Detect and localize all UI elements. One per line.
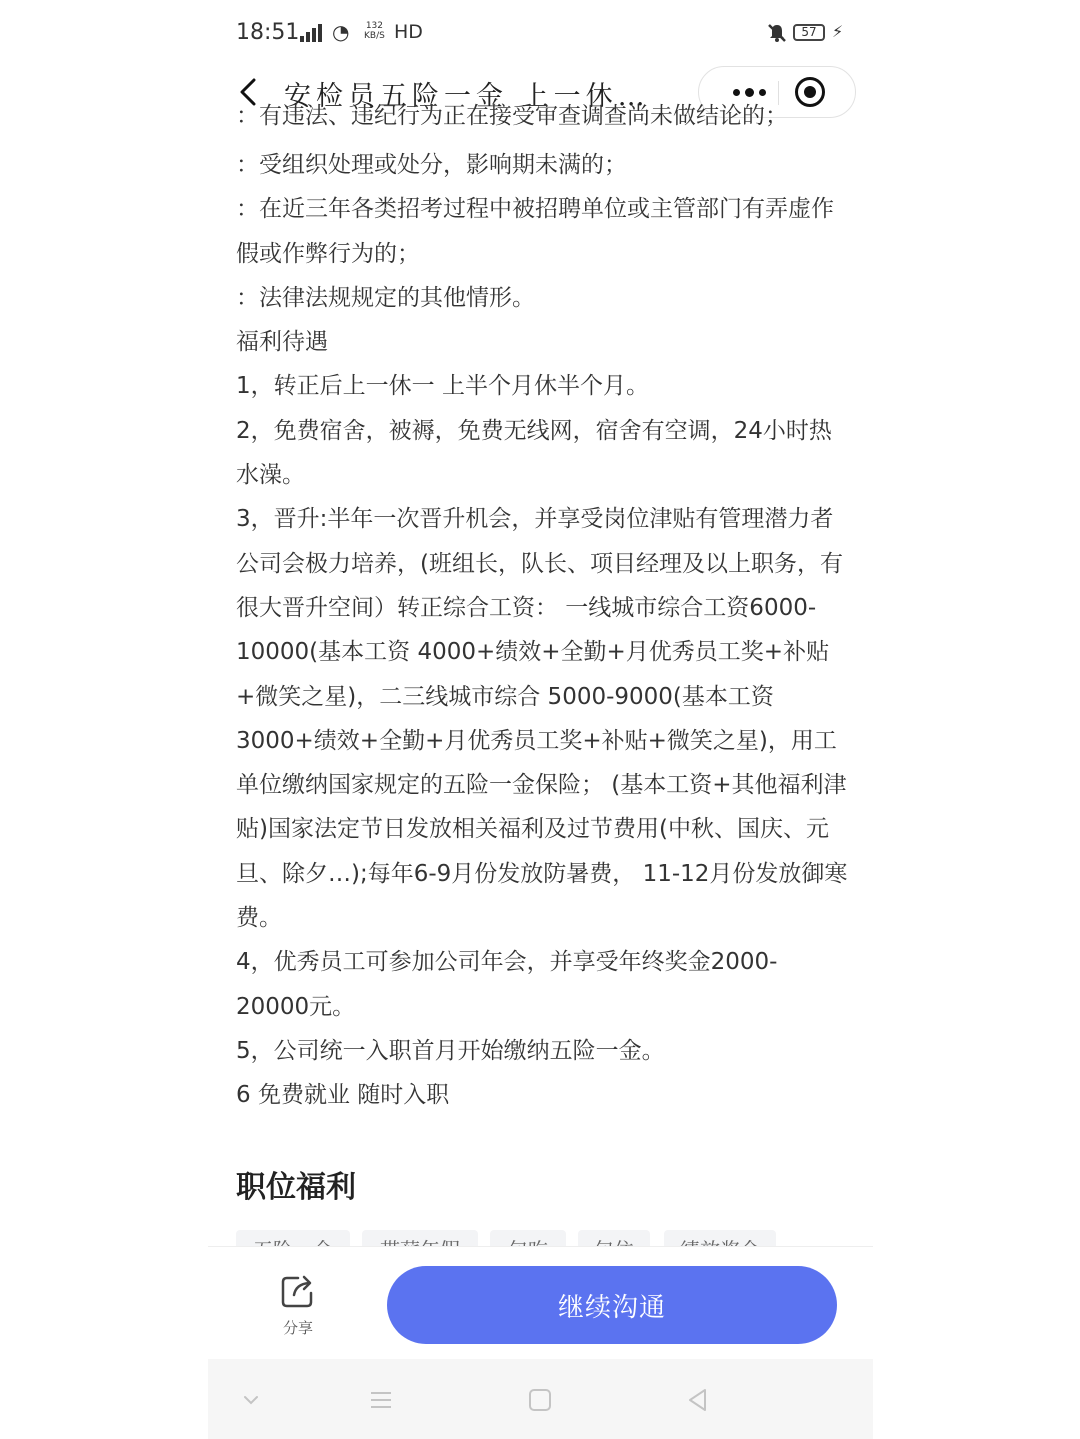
text-line: 5，公司统一入职首月开始缴纳五险一金。 <box>236 1037 665 1064</box>
bottom-action-bar <box>208 1246 873 1360</box>
share-label: 分享 <box>282 1319 313 1337</box>
text-line: 4，优秀员工可参加公司年会，并享受年终奖金2000-20000元。 <box>236 949 778 1020</box>
status-bar <box>208 0 873 66</box>
status-time: 18:51 <box>236 20 300 45</box>
collapse-icon[interactable] <box>236 1385 266 1415</box>
share-button[interactable] <box>278 1271 318 1338</box>
back-nav-icon[interactable] <box>683 1385 713 1415</box>
continue-chat-button[interactable]: 继续沟通 <box>387 1266 837 1344</box>
job-description <box>208 103 873 1246</box>
page-title: 安检员五险一金 上一休… <box>284 81 650 112</box>
charging-icon: ⚡ <box>832 22 844 41</box>
benefits-heading: 福利待遇 <box>236 329 328 356</box>
battery-icon: 57 <box>793 24 825 41</box>
close-target-icon[interactable] <box>795 77 825 107</box>
hd-indicator: HD <box>394 21 423 43</box>
home-icon[interactable] <box>525 1385 555 1415</box>
system-nav-bar <box>208 1359 873 1439</box>
text-line: 6 免费就业 随时入职 <box>236 1082 450 1109</box>
text-line: ：在近三年各类招考过程中被招聘单位或主管部门有弄虚作假或作弊行为的； <box>236 196 834 267</box>
menu-icon[interactable] <box>366 1385 396 1415</box>
phone-screen <box>208 0 873 1439</box>
text-line: ：法律法规规定的其他情形。 <box>236 284 535 311</box>
text-line: 1，转正后上一休一 上半个月休半个月。 <box>236 373 649 400</box>
text-line: 3，晋升:半年一次晋升机会，并享受岗位津贴有管理潜力者公司会极力培养，(班组长，队长、项目经理及以上职务，有很大晋升空间）转正综合工资： 一线城市综合工资6000-10000(基本工资 4000+绩效+全勤+月优秀员工奖+补贴+微笑之星)，二三线城市综合 5000-9000(基本工资3000+绩效+全勤+月优秀员工奖+补贴+微笑之星)，用工单位缴纳国家规定的五险一金保险； (基本工资+其他福利津贴)国家法定节日发放相关福利及过节费用(中秋、国庆、元旦、除夕…);每年6-9月份发放防暑费， 11-12月份发放御寒费。 <box>236 506 848 932</box>
network-speed: 132 KB/S <box>364 21 385 41</box>
section-title-benefits: 职位福利 <box>236 1170 356 1205</box>
text-line: ：受组织处理或处分，影响期未满的； <box>236 152 627 178</box>
text-line: 2，免费宿舍，被褥，免费无线网，宿舍有空调，24小时热水澡。 <box>236 417 832 489</box>
description-text <box>236 143 848 1118</box>
wifi-icon: ◔ <box>332 20 350 44</box>
share-icon <box>278 1271 318 1311</box>
mute-icon <box>766 22 788 44</box>
clipped-text-line: ：有违法、违纪行为正在接受审查调查尚未做结论的； <box>236 103 788 129</box>
signal-icon <box>300 22 326 42</box>
